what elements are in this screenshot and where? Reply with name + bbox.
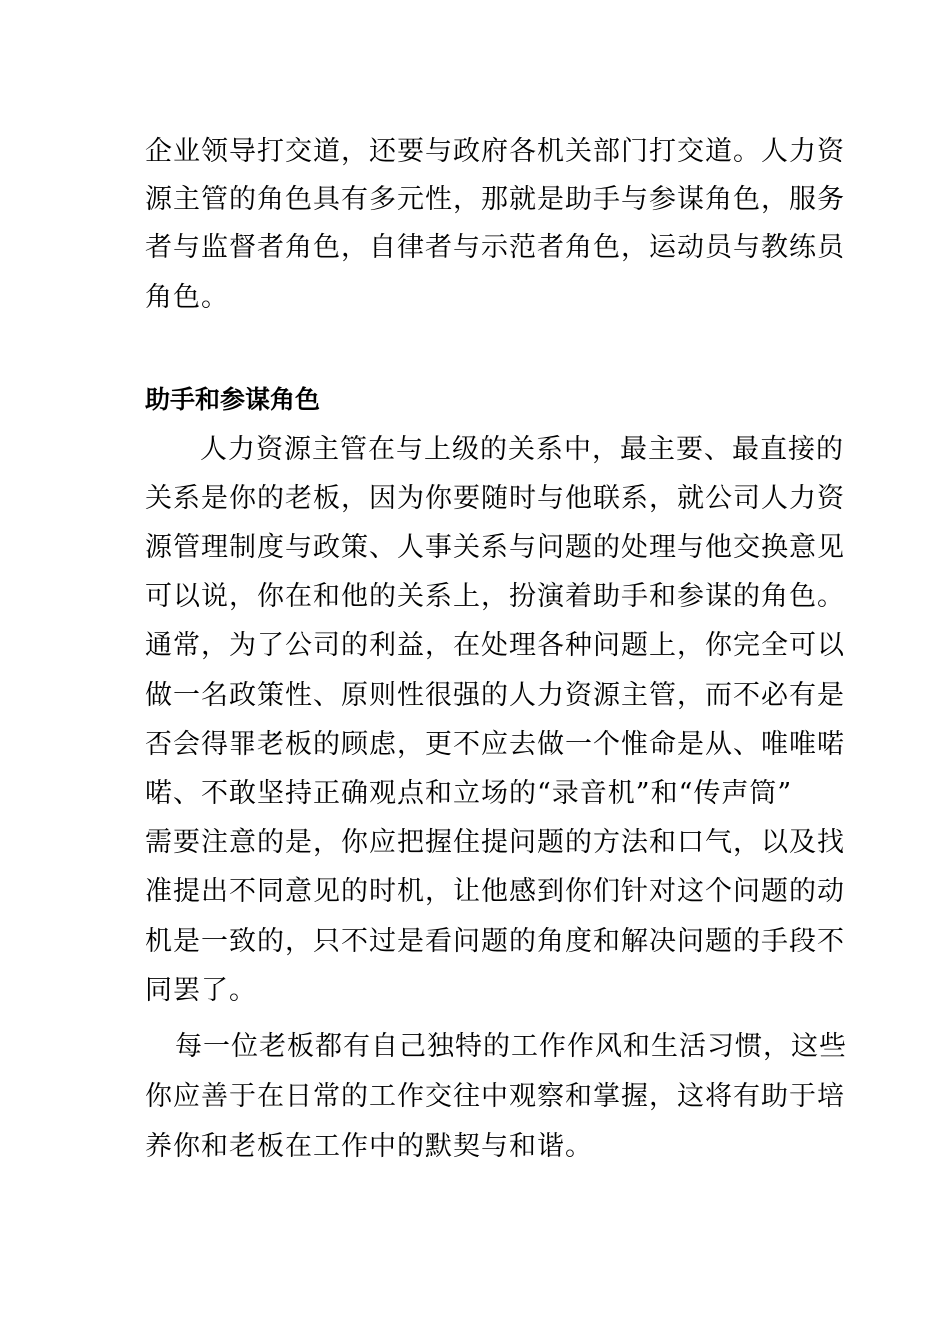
text-line: 者与监督者角色，自律者与示范者角色，运动员与教练员	[145, 232, 845, 263]
text-line: 关系是你的老板，因为你要随时与他联系，就公司人力资	[145, 483, 845, 514]
text-line: 人力资源主管在与上级的关系中，最主要、最直接的	[200, 434, 844, 465]
text-line: 可以说，你在和他的关系上，扮演着助手和参谋的角色。	[145, 581, 845, 612]
text-line: 准提出不同意见的时机，让他感到你们针对这个问题的动	[145, 876, 845, 907]
text-line: 企业领导打交道，还要与政府各机关部门打交道。人力资	[145, 136, 845, 167]
section-heading: 助手和参谋角色	[145, 385, 321, 414]
text-line: 同罢了。	[145, 975, 257, 1006]
text-line: 喏、不敢坚持正确观点和立场的“录音机”和“传声筒”	[145, 778, 793, 809]
text-line: 做一名政策性、原则性很强的人力资源主管，而不必有是	[145, 680, 845, 711]
text-line: 养你和老板在工作中的默契与和谐。	[145, 1131, 593, 1162]
text-line: 每一位老板都有自己独特的工作作风和生活习惯，这些	[175, 1031, 847, 1062]
text-line: 通常，为了公司的利益，在处理各种问题上，你完全可以	[145, 630, 845, 661]
text-line: 角色。	[145, 282, 229, 313]
text-line: 源管理制度与政策、人事关系与问题的处理与他交换意见	[145, 532, 845, 563]
text-line: 源主管的角色具有多元性，那就是助手与参谋角色，服务	[145, 184, 845, 215]
text-line: 需要注意的是，你应把握住提问题的方法和口气，以及找	[145, 827, 845, 858]
text-line: 机是一致的，只不过是看问题的角度和解决问题的手段不	[145, 926, 845, 957]
text-line: 否会得罪老板的顾虑，更不应去做一个惟命是从、唯唯喏	[145, 729, 845, 760]
text-line: 你应善于在日常的工作交往中观察和掌握，这将有助于培	[145, 1081, 845, 1112]
